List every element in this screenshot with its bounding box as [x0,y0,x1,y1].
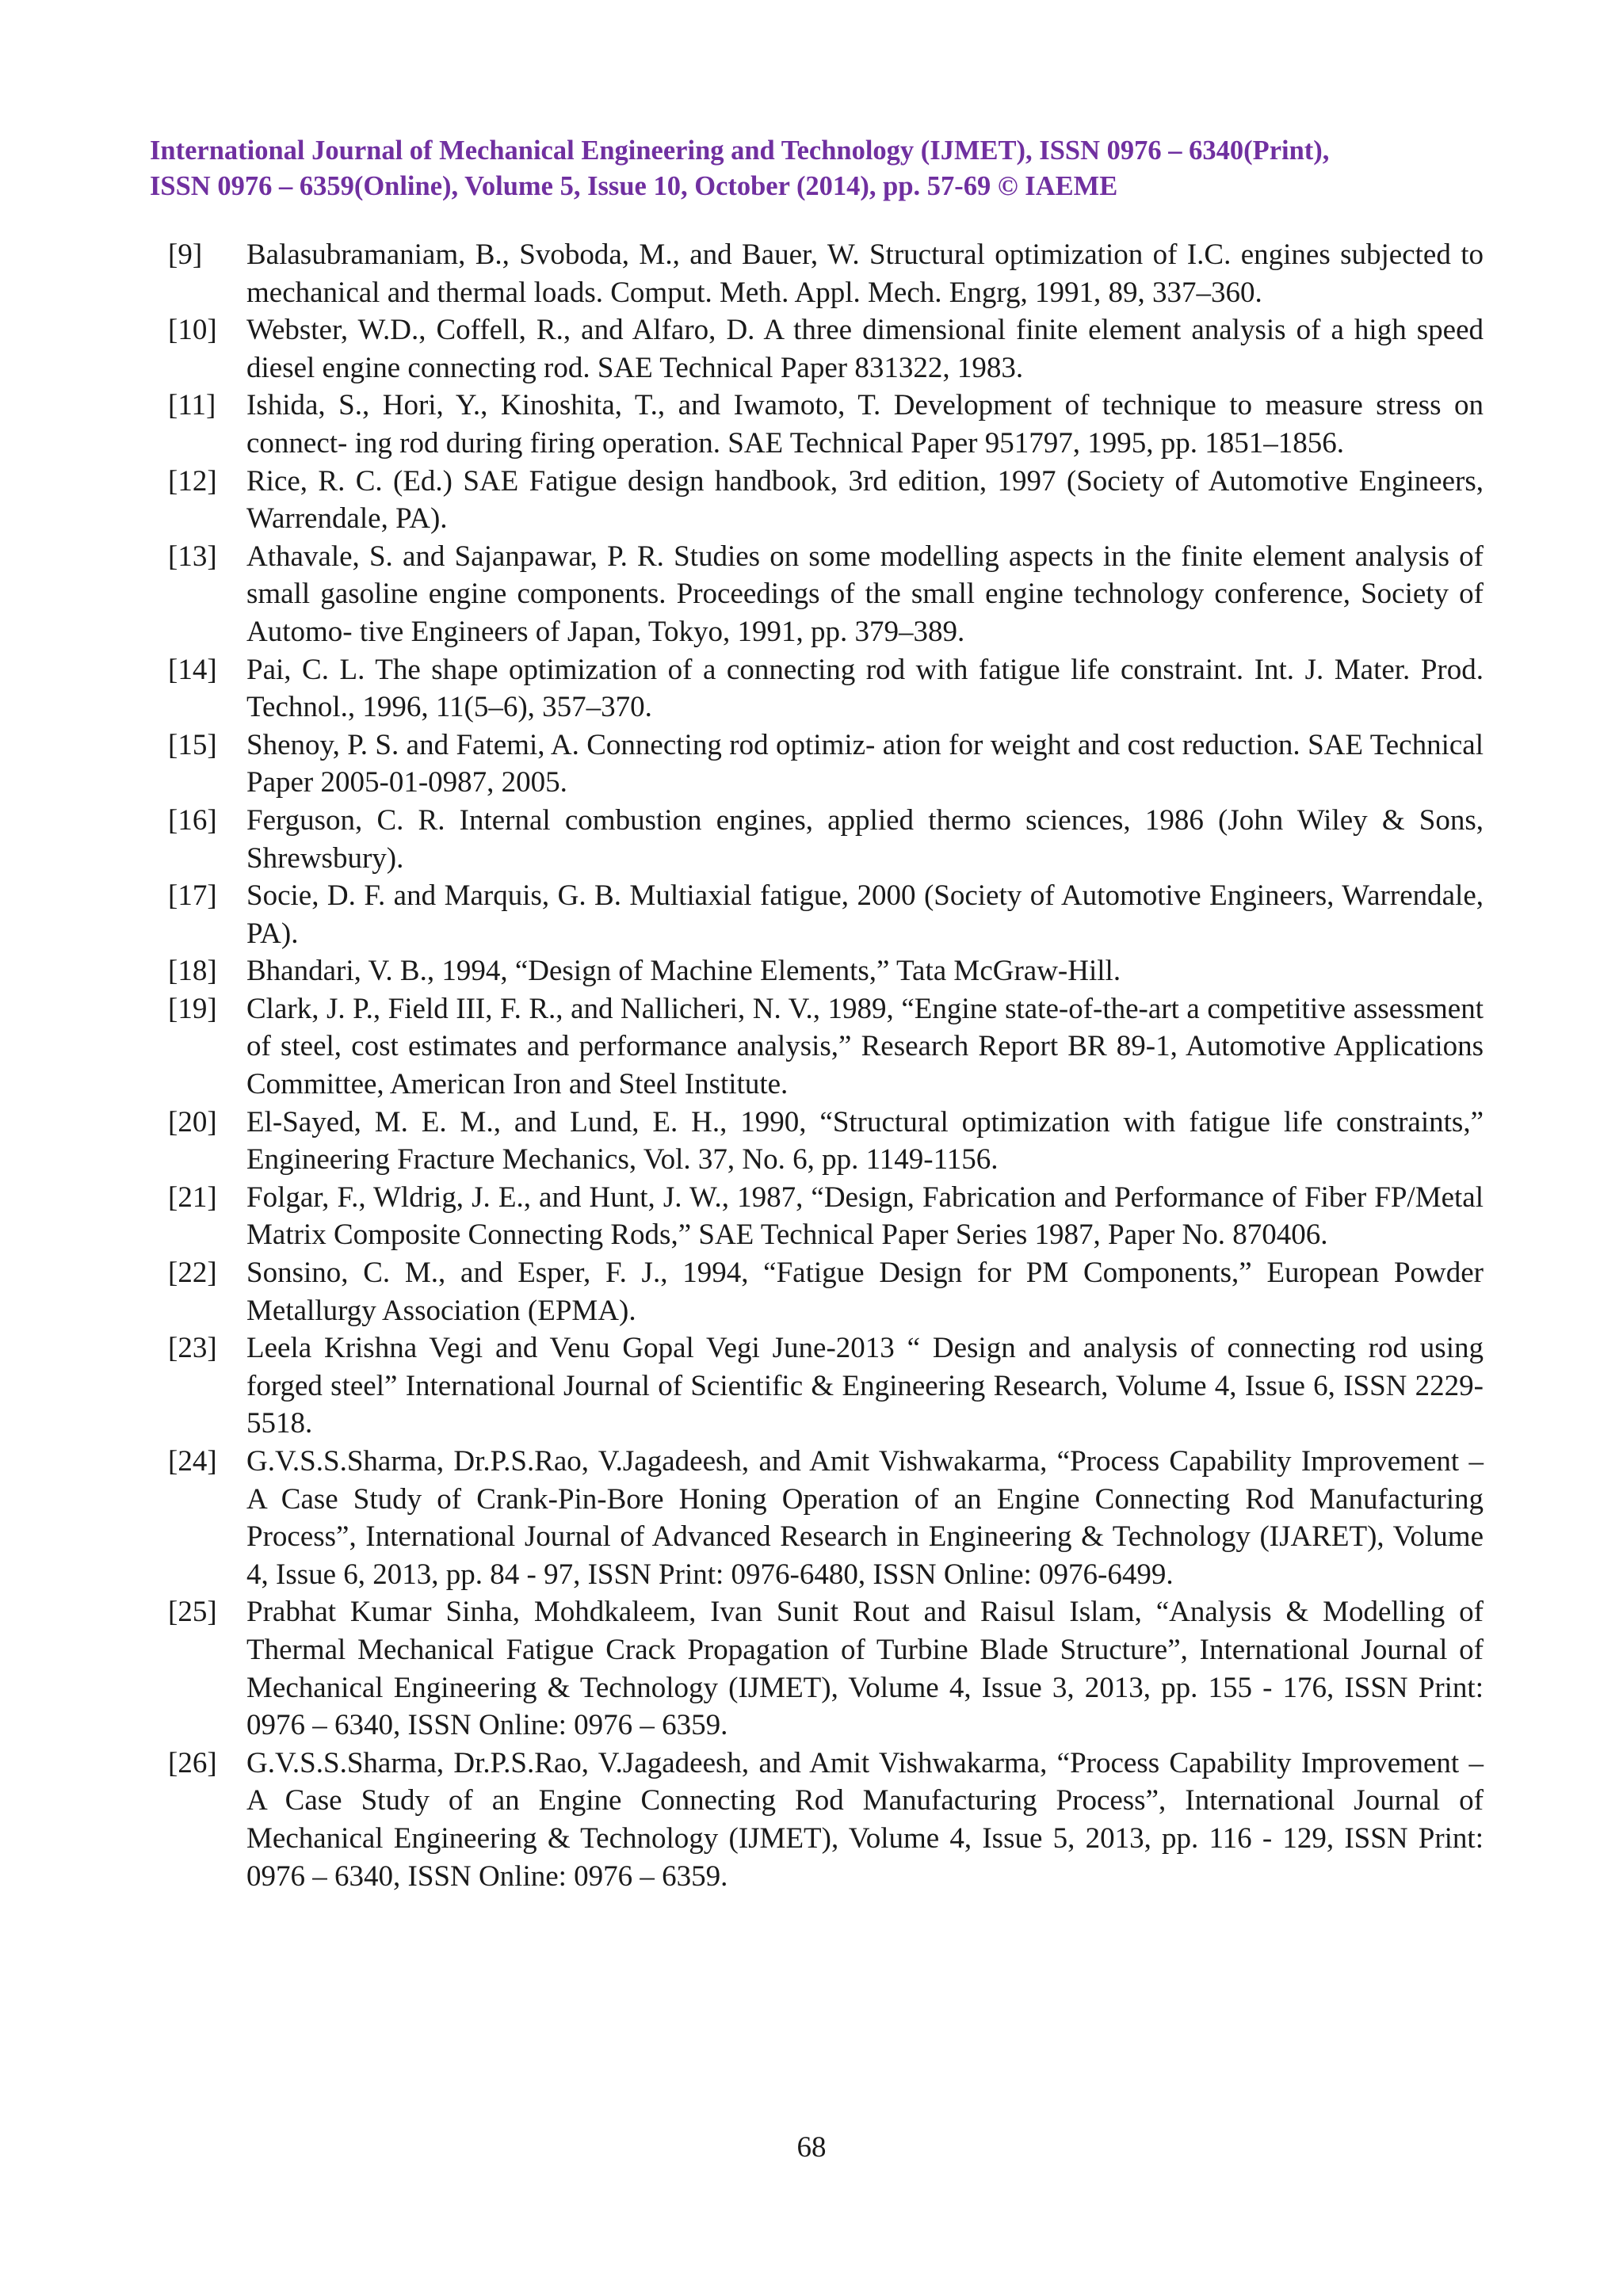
reference-text: Shenoy, P. S. and Fatemi, A. Connecting rod optimiz- ation for weight and cost reduction. SAE Technical Paper 2005-01-0987, 2005. [246,728,1484,799]
reference-number: [10] [168,314,217,347]
reference-number: [26] [168,1746,217,1779]
reference-text: Clark, J. P., Field III, F. R., and Nallicheri, N. V., 1989, “Engine state-of-the-art a competitive assessment of steel, cost estimates and performance analysis,” Research Report BR 89-1, Automotive Applications Committee, American Iron and Steel Institute. [246,992,1484,1101]
reference-number: [19] [168,992,217,1025]
reference-number: [25] [168,1596,217,1629]
reference-item [168,311,1484,387]
reference-item [168,236,1484,311]
reference-item [168,990,1484,1104]
reference-item [168,1745,1484,1895]
reference-number: [9] [168,238,203,271]
reference-number: [23] [168,1332,217,1365]
reference-item [168,387,1484,462]
reference-text: Leela Krishna Vegi and Venu Gopal Vegi June-2013 “ Design and analysis of connecting rod using forged steel” International Journal of Scientific & Engineering Research, Volume 4, Issue 6, ISSN 2229-5518. [246,1332,1484,1440]
reference-text: Prabhat Kumar Sinha, Mohdkaleem, Ivan Sunit Rout and Raisul Islam, “Analysis & Modelling of Thermal Mechanical Fatigue Crack Propagation of Turbine Blade Structure”, International Journal of Mechanical Engineering & Technology (IJMET), Volume 4, Issue 3, 2013, pp. 155 - 176, ISSN Print: 0976 – 6340, ISSN Online: 0976 – 6359. [246,1596,1484,1742]
page-number: 68 [796,2131,827,2164]
header-line-1: International Journal of Mechanical Engineering and Technology (IJMET), ISSN 0976 – 6340(Print), [150,135,1330,166]
reference-text: Webster, W.D., Coffell, R., and Alfaro, D. A three dimensional finite element analysis of a high speed diesel engine connecting rod. SAE Technical Paper 831322, 1983. [246,314,1484,384]
reference-text: Sonsino, C. M., and Esper, F. J., 1994, “Fatigue Design for PM Components,” European Powder Metallurgy Association (EPMA). [246,1257,1484,1327]
reference-number: [24] [168,1445,217,1478]
reference-item [168,802,1484,877]
reference-item [168,463,1484,538]
reference-text: Ishida, S., Hori, Y., Kinoshita, T., and Iwamoto, T. Development of technique to measure stress on connect- ing rod during firing operation. SAE Technical Paper 951797, 1995, pp. 1851–1856. [246,389,1484,460]
reference-number: [12] [168,464,217,498]
header-line-2: ISSN 0976 – 6359(Online), Volume 5, Issue 10, October (2014), pp. 57-69 © IAEME [150,171,1118,201]
reference-item [168,1593,1484,1744]
reference-text: Ferguson, C. R. Internal combustion engines, applied thermo sciences, 1986 (John Wiley & Sons, Shrewsbury). [246,803,1484,875]
reference-number: [20] [168,1105,217,1138]
reference-list [168,236,1484,1895]
reference-text: Balasubramaniam, B., Svoboda, M., and Bauer, W. Structural optimization of I.C. engines subjected to mechanical and thermal loads. Comput. Meth. Appl. Mech. Engrg, 1991, 89, 337–360. [246,238,1484,309]
reference-text: G.V.S.S.Sharma, Dr.P.S.Rao, V.Jagadeesh, and Amit Vishwakarma, “Process Capability Improvement – A Case Study of an Engine Connecting Rod Manufacturing Process”, International Journal of Mechanical Engineering & Technology (IJMET), Volume 4, Issue 5, 2013, pp. 116 - 129, ISSN Print: 0976 – 6340, ISSN Online: 0976 – 6359. [246,1746,1484,1893]
reference-text: Socie, D. F. and Marquis, G. B. Multiaxial fatigue, 2000 (Society of Automotive Engineers, Warrendale, PA). [246,879,1484,950]
reference-number: [18] [168,955,217,988]
reference-item [168,1179,1484,1254]
reference-text: Pai, C. L. The shape optimization of a connecting rod with fatigue life constraint. Int. J. Mater. Prod. Technol., 1996, 11(5–6), 357–370. [246,653,1484,724]
reference-text: El-Sayed, M. E. M., and Lund, E. H., 1990, “Structural optimization with fatigue life constraints,” Engineering Fracture Mechanics, Vol. 37, No. 6, pp. 1149-1156. [246,1105,1484,1177]
reference-item [168,877,1484,952]
reference-number: [22] [168,1257,217,1290]
reference-text: Bhandari, V. B., 1994, “Design of Machine Elements,” Tata McGraw-Hill. [246,955,1121,988]
reference-text: Athavale, S. and Sajanpawar, P. R. Studies on some modelling aspects in the finite element analysis of small gasoline engine components. Proceedings of the small engine technology conference, Society of Automo- tive Engineers of Japan, Tokyo, 1991, pp. 379–389. [246,540,1484,648]
running-header [150,133,1481,204]
reference-item [168,538,1484,651]
reference-number: [11] [168,389,216,422]
reference-item [168,1443,1484,1593]
reference-item [168,1254,1484,1329]
reference-number: [16] [168,803,217,837]
reference-item [168,727,1484,802]
reference-text: Rice, R. C. (Ed.) SAE Fatigue design handbook, 3rd edition, 1997 (Society of Automotive Engineers, Warrendale, PA). [246,464,1484,536]
reference-item [168,952,1484,990]
reference-number: [17] [168,879,217,913]
reference-number: [14] [168,653,217,686]
reference-item [168,651,1484,727]
reference-text: Folgar, F., Wldrig, J. E., and Hunt, J. W., 1987, “Design, Fabrication and Performance of Fiber FP/Metal Matrix Composite Connecting Rods,” SAE Technical Paper Series 1987, Paper No. 870406. [246,1180,1484,1252]
reference-number: [15] [168,728,217,761]
reference-number: [13] [168,540,217,573]
reference-item [168,1329,1484,1443]
reference-item [168,1104,1484,1179]
reference-number: [21] [168,1180,217,1214]
reference-text: G.V.S.S.Sharma, Dr.P.S.Rao, V.Jagadeesh, and Amit Vishwakarma, “Process Capability Improvement – A Case Study of Crank-Pin-Bore Honing Operation of an Engine Connecting Rod Manufacturing Process”, International Journal of Advanced Research in Engineering & Technology (IJARET), Volume 4, Issue 6, 2013, pp. 84 - 97, ISSN Print: 0976-6480, ISSN Online: 0976-6499. [246,1445,1484,1591]
